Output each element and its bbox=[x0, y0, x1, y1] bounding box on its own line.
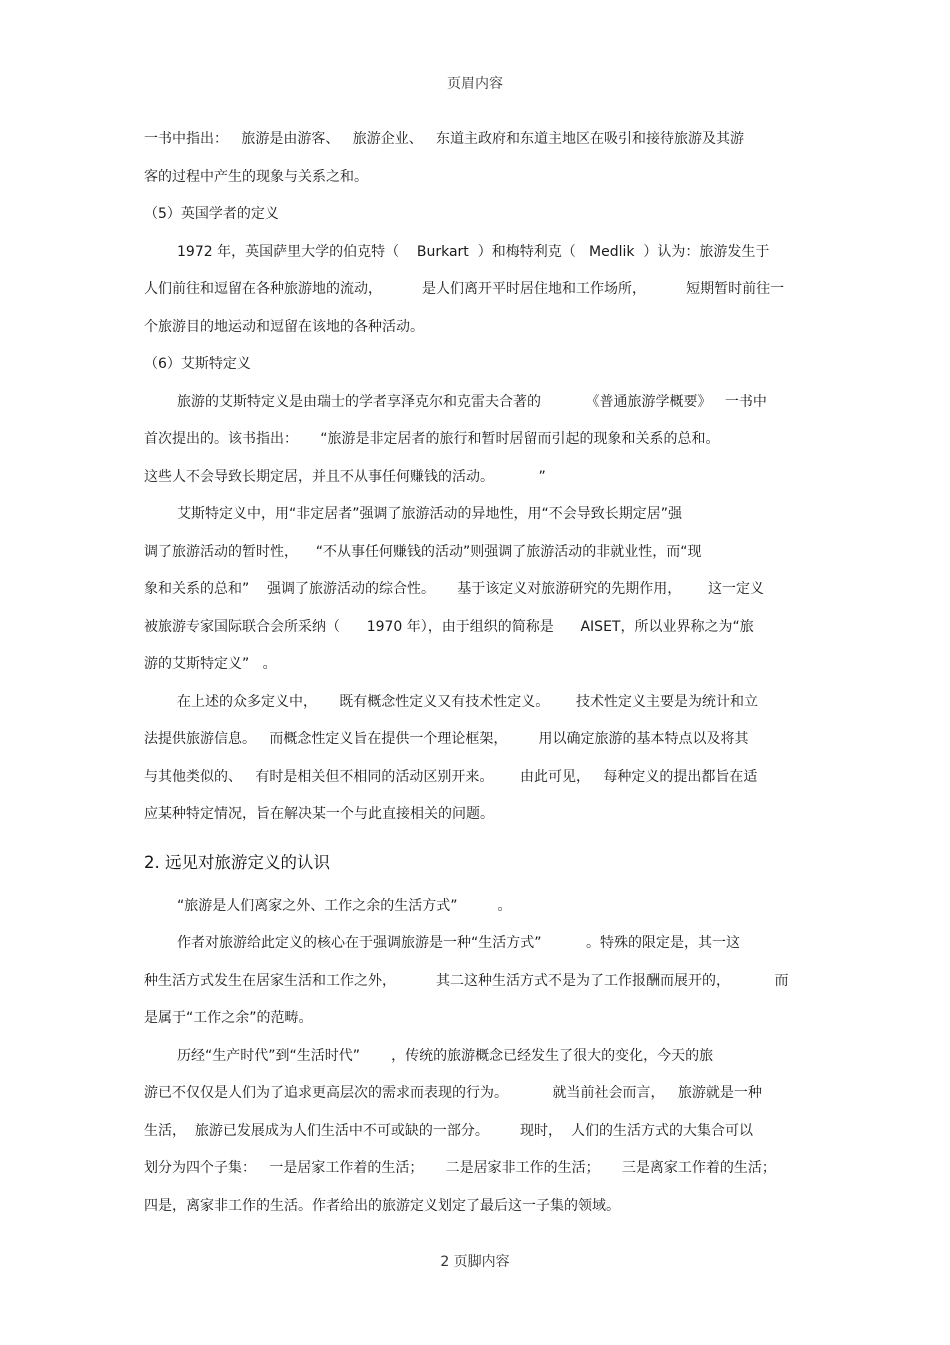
text-line: “旅游是人们离家之外、工作之余的生活方式” 。 bbox=[177, 897, 512, 914]
text-line: 在上述的众多定义中， 既有概念性定义又有技术性定义。 技术性定义主要是为统计和立 bbox=[177, 693, 758, 710]
text-line: 象和关系的总和” 强调了旅游活动的综合性。 基于该定义对旅游研究的先期作用， 这一定义 bbox=[144, 581, 765, 597]
text-line: 作者对旅游给此定义的核心在于强调旅游是一种“生活方式” 。特殊的限定是，其一这 bbox=[177, 935, 741, 951]
text-line: 1972 年，英国萨里大学的伯克特（ Burkart ）和梅特利克（ Medlik ）认为：旅游发生于 bbox=[177, 243, 770, 260]
document-body bbox=[144, 121, 808, 1225]
page-header: 页眉内容 bbox=[447, 76, 503, 92]
text-line: 历经“生产时代”到“生活时代” ，传统的旅游概念已经发生了很大的变化，今天的旅 bbox=[177, 1047, 714, 1064]
text-line: 应某种特定情况，旨在解决某一个与此直接相关的问题。 bbox=[144, 806, 494, 822]
text-line: 旅游的艾斯特定义是由瑞士的学者享泽克尔和克雷夫合著的 《普通旅游学概要》 一书中 bbox=[177, 393, 767, 410]
text-line: 一书中指出： 旅游是由游客、 旅游企业、 东道主政府和东道主地区在吸引和接待旅游及其游 bbox=[144, 131, 745, 147]
text-line: 调了旅游活动的暂时性， “不从事任何赚钱的活动”则强调了旅游活动的非就业性，而“现 bbox=[144, 543, 702, 560]
paragraph-block-definitions bbox=[144, 121, 808, 834]
text-line: 四是，离家非工作的生活。作者给出的旅游定义划定了最后这一子集的领域。 bbox=[144, 1197, 620, 1214]
text-line: 是属于“工作之余”的范畴。 bbox=[144, 1010, 313, 1026]
text-line: （6）艾斯特定义 bbox=[144, 356, 251, 372]
text-line: 人们前往和逗留在各种旅游地的流动， 是人们离开平时居住地和工作场所， 短期暂时前往一 bbox=[144, 281, 785, 297]
text-line: 游的艾斯特定义” 。 bbox=[144, 656, 277, 672]
text-line: 首次提出的。该书指出： “旅游是非定居者的旅行和暂时居留而引起的现象和关系的总和。 bbox=[144, 431, 720, 447]
page-footer: 2 页脚内容 bbox=[440, 1254, 510, 1270]
section-heading: 2. 远见对旅游定义的认识 bbox=[144, 852, 330, 872]
text-line: 与其他类似的、 有时是相关但不相同的活动区别开来。 由此可见， 每种定义的提出都旨在适 bbox=[144, 768, 758, 785]
text-line: 种生活方式发生在居家生活和工作之外， 其二这种生活方式不是为了工作报酬而展开的， 而 bbox=[144, 972, 789, 989]
text-line: 法提供旅游信息。 而概念性定义旨在提供一个理论框架， 用以确定旅游的基本特点以及将其 bbox=[144, 731, 749, 747]
text-line: 艾斯特定义中，用“非定居者”强调了旅游活动的异地性，用“不会导致长期定居”强 bbox=[177, 506, 683, 522]
text-line: 个旅游目的地运动和逗留在该地的各种活动。 bbox=[144, 318, 424, 335]
text-line: 被旅游专家国际联合会所采纳（ 1970 年），由于组织的简称是 AISET，所以业界称之为“旅 bbox=[144, 618, 754, 635]
text-line: 生活， 旅游已发展成为人们生活中不可或缺的一部分。 现时， 人们的生活方式的大集合可以 bbox=[144, 1122, 753, 1139]
text-line: 游已不仅仅是人们为了追求更高层次的需求而表现的行为。 就当前社会而言， 旅游就是一种 bbox=[144, 1085, 762, 1101]
text-line: 划分为四个子集： 一是居家工作着的生活； 二是居家非工作的生活； 三是离家工作着的生活； bbox=[144, 1160, 776, 1176]
paragraph-block-lifestyle bbox=[144, 888, 808, 1226]
text-line: （5）英国学者的定义 bbox=[144, 206, 279, 222]
text-line: 客的过程中产生的现象与关系之和。 bbox=[144, 168, 368, 185]
text-line: 这些人不会导致长期定居，并且不从事任何赚钱的活动。 ” bbox=[144, 468, 546, 485]
